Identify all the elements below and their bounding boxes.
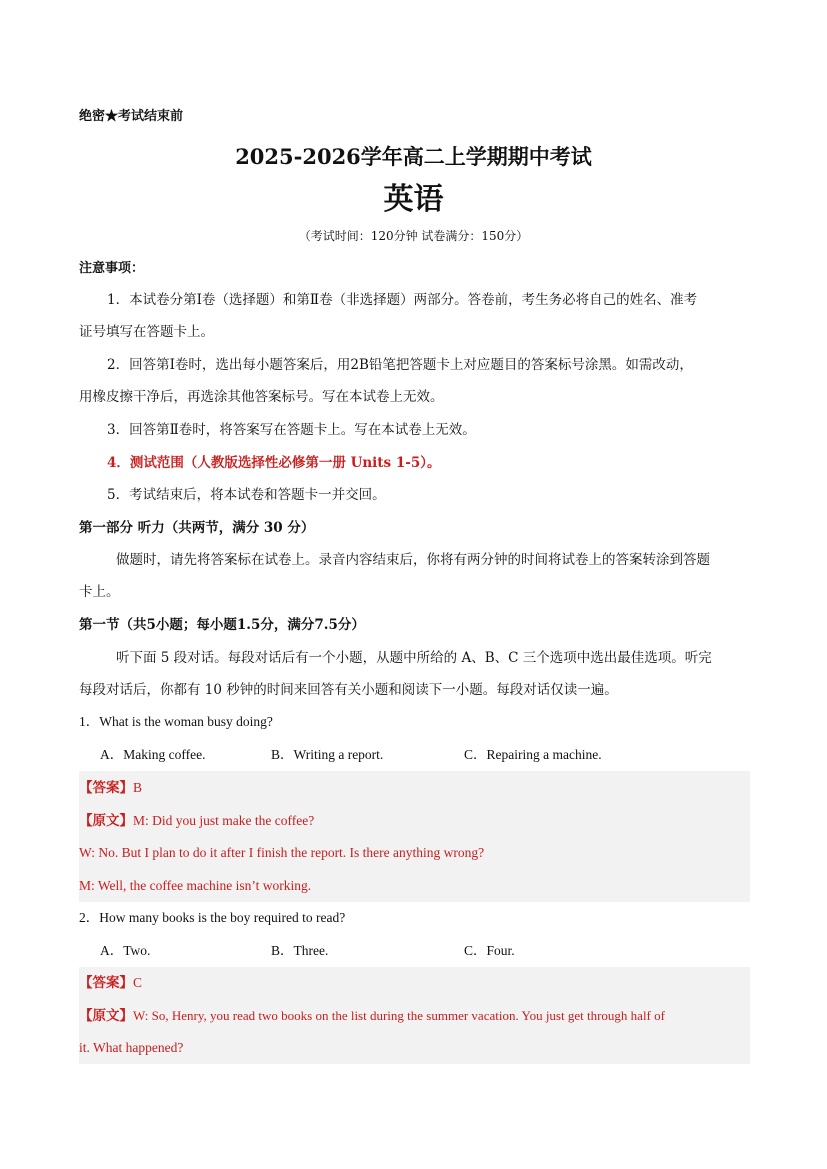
- question-2-answer: [79, 973, 749, 993]
- section-1-instruction-line-1: 听下面 5 段对话。每段对话后有一个小题，从题中所给的 A、B、C 三个选项中选出最佳选项。听完: [116, 650, 712, 666]
- question-1-transcript-line-3: M: Well, the coffee machine isn’t working.: [79, 878, 312, 893]
- question-2-transcript-line-1: [79, 1006, 749, 1026]
- transcript-text: M: Did you just make the coffee?: [133, 813, 315, 828]
- note-3: 3．回答第Ⅱ卷时，将答案写在答题卡上。写在本试卷上无效。: [107, 422, 476, 438]
- question-1-option-c: C．Repairing a machine.: [464, 747, 602, 762]
- question-1-option-a: A．Making coffee.: [100, 747, 206, 762]
- question-2-transcript-line-2: it. What happened?: [79, 1040, 184, 1055]
- answer-label: 【答案】: [79, 975, 133, 991]
- note-5: 5．考试结束后，将本试卷和答题卡一并交回。: [107, 487, 386, 503]
- transcript-label: 【原文】: [79, 813, 133, 829]
- transcript-text: W: So, Henry, you read two books on the list during the summer vacation. You just get through half of: [133, 1008, 665, 1023]
- part-1-instruction-line-1: 做题时，请先将答案标在试卷上。录音内容结束后，你将有两分钟的时间将试卷上的答案转涂到答题: [116, 552, 710, 568]
- question-1-transcript-line-1: [79, 811, 749, 831]
- note-2-line-2: 用橡皮擦干净后，再选涂其他答案标号。写在本试卷上无效。: [79, 389, 444, 405]
- subject-title: 英语: [383, 182, 444, 217]
- note-2-line-1: 2．回答第Ⅰ卷时，选出每小题答案后，用2B铅笔把答题卡上对应题目的答案标号涂黑。如需改动，: [107, 357, 693, 373]
- question-2-option-a: A．Two.: [100, 943, 151, 958]
- question-1-stem: 1．What is the woman busy doing?: [79, 714, 273, 729]
- question-2-stem: 2．How many books is the boy required to read?: [79, 910, 346, 925]
- question-1-transcript-line-2: W: No. But I plan to do it after I finish the report. Is there anything wrong?: [79, 845, 485, 860]
- note-4-scope: 4．测试范围（人教版选择性必修第一册 Units 1-5）。: [107, 455, 441, 471]
- exam-title: 2025-2026学年高二上学期期中考试: [235, 144, 592, 169]
- answer-label: 【答案】: [79, 780, 133, 796]
- question-1-option-b: B．Writing a report.: [271, 747, 384, 762]
- note-1-line-1: 1．本试卷分第Ⅰ卷（选择题）和第Ⅱ卷（非选择题）两部分。答卷前，考生务必将自己的姓名、准考: [107, 292, 698, 308]
- exam-meta: （考试时间：120分钟 试卷满分：150分）: [298, 229, 529, 243]
- question-1-answer: [79, 778, 749, 798]
- answer-value: B: [133, 780, 143, 795]
- note-1-line-2: 证号填写在答题卡上。: [79, 324, 214, 340]
- question-2-option-c: C．Four.: [464, 943, 515, 958]
- part-1-instruction-line-2: 卡上。: [79, 584, 120, 600]
- transcript-label: 【原文】: [79, 1008, 133, 1024]
- question-2-option-b: B．Three.: [271, 943, 329, 958]
- notes-heading: 注意事项：: [79, 261, 145, 276]
- answer-value: C: [133, 975, 143, 990]
- confidential-label: 绝密★考试结束前: [79, 109, 184, 124]
- part-1-heading: 第一部分 听力（共两节，满分 30 分）: [79, 520, 315, 536]
- section-1-instruction-line-2: 每段对话后，你都有 10 秒钟的时间来回答有关小题和阅读下一小题。每段对话仅读一遍。: [79, 682, 618, 698]
- section-1-heading: 第一节（共5小题；每小题1.5分，满分7.5分）: [79, 617, 365, 633]
